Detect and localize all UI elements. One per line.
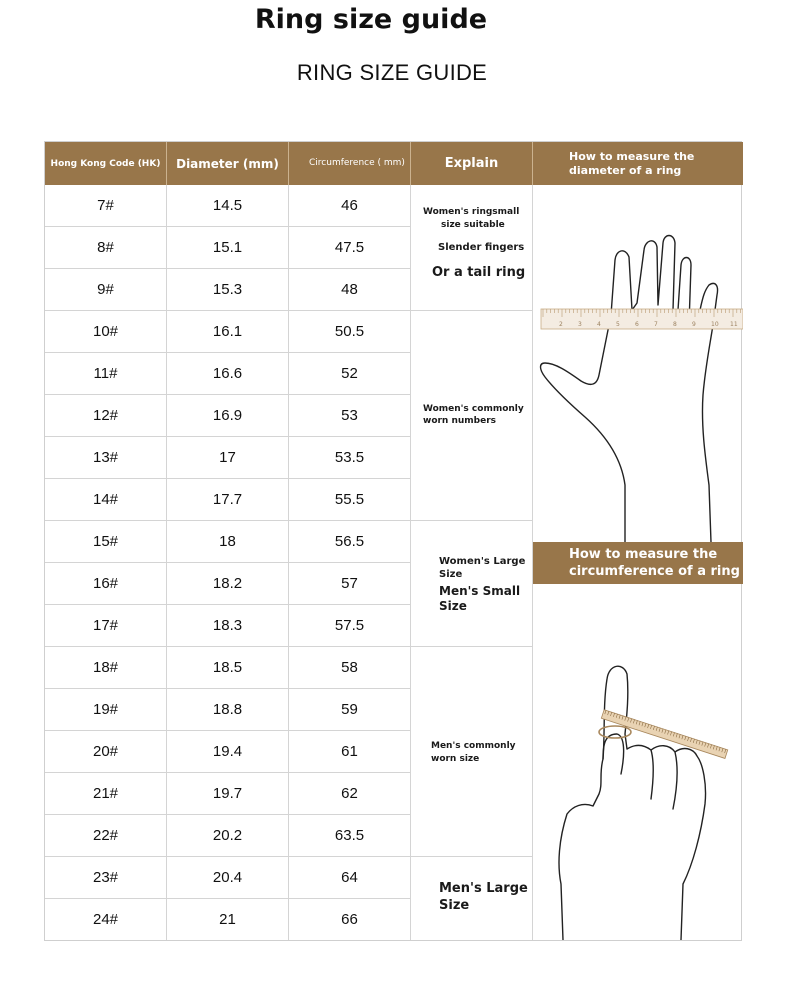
table-row bbox=[45, 227, 411, 269]
ruler-label: 8 bbox=[673, 321, 677, 328]
table-row bbox=[45, 395, 411, 437]
hk-code-cell: 17# bbox=[45, 605, 167, 646]
table-row bbox=[45, 731, 411, 773]
hk-code-cell: 9# bbox=[45, 269, 167, 310]
hand-diameter-illustration bbox=[533, 185, 743, 542]
diameter-cell: 17.7 bbox=[167, 479, 289, 520]
circumference-cell: 46 bbox=[289, 185, 411, 226]
explain-text: Women's ringsmall bbox=[423, 207, 520, 217]
ring-size-table bbox=[44, 141, 742, 941]
header-diameter: Diameter (mm) bbox=[167, 142, 289, 185]
hk-code-cell: 11# bbox=[45, 353, 167, 394]
circumference-cell: 50.5 bbox=[289, 311, 411, 352]
page-title: Ring size guide bbox=[254, 4, 488, 35]
banner-line: How to measure the bbox=[569, 547, 718, 562]
hk-code-cell: 7# bbox=[45, 185, 167, 226]
header-measure-circumference bbox=[533, 542, 743, 584]
diameter-cell: 18.8 bbox=[167, 689, 289, 730]
table-row bbox=[45, 773, 411, 815]
banner-line: circumference of a ring bbox=[569, 564, 740, 579]
explain-text: worn size bbox=[431, 754, 480, 764]
diameter-cell: 15.3 bbox=[167, 269, 289, 310]
circumference-cell: 53 bbox=[289, 395, 411, 436]
circumference-cell: 58 bbox=[289, 647, 411, 688]
explain-text: Men's Large bbox=[439, 881, 528, 896]
ruler-label: 6 bbox=[635, 321, 639, 328]
hk-code-cell: 15# bbox=[45, 521, 167, 562]
explain-group-men-common bbox=[411, 647, 533, 857]
table-row bbox=[45, 185, 411, 227]
hk-code-cell: 22# bbox=[45, 815, 167, 856]
hk-code-cell: 12# bbox=[45, 395, 167, 436]
table-row bbox=[45, 353, 411, 395]
ruler-label: 4 bbox=[597, 321, 601, 328]
diameter-cell: 20.2 bbox=[167, 815, 289, 856]
hk-code-cell: 18# bbox=[45, 647, 167, 688]
circumference-cell: 48 bbox=[289, 269, 411, 310]
table-row bbox=[45, 563, 411, 605]
explain-group-women-common bbox=[411, 311, 533, 521]
table-row bbox=[45, 689, 411, 731]
ruler-label: 3 bbox=[578, 321, 582, 328]
circumference-cell: 62 bbox=[289, 773, 411, 814]
explain-group-small bbox=[411, 185, 533, 311]
circumference-cell: 64 bbox=[289, 857, 411, 898]
diameter-cell: 20.4 bbox=[167, 857, 289, 898]
diameter-cell: 19.7 bbox=[167, 773, 289, 814]
explain-group-women-large bbox=[411, 521, 533, 647]
circumference-cell: 66 bbox=[289, 899, 411, 940]
circumference-cell: 57 bbox=[289, 563, 411, 604]
diameter-cell: 18.5 bbox=[167, 647, 289, 688]
table-row bbox=[45, 437, 411, 479]
header-circumference: Circumference ( mm) bbox=[289, 142, 411, 185]
explain-text: Slender fingers bbox=[438, 242, 525, 253]
table-row bbox=[45, 815, 411, 857]
circumference-cell: 52 bbox=[289, 353, 411, 394]
header-hk-code: Hong Kong Code (HK) bbox=[45, 142, 167, 185]
ruler-label: 10 bbox=[711, 321, 719, 328]
diameter-cell: 18 bbox=[167, 521, 289, 562]
hk-code-cell: 8# bbox=[45, 227, 167, 268]
explain-text: worn numbers bbox=[423, 416, 497, 426]
hk-code-cell: 13# bbox=[45, 437, 167, 478]
header-explain: Explain bbox=[411, 142, 533, 185]
explain-text: Women's Large bbox=[439, 556, 526, 567]
circumference-cell: 56.5 bbox=[289, 521, 411, 562]
hand-circumference-illustration bbox=[533, 584, 743, 940]
circumference-cell: 53.5 bbox=[289, 437, 411, 478]
diameter-cell: 21 bbox=[167, 899, 289, 940]
hk-code-cell: 14# bbox=[45, 479, 167, 520]
ruler-label: 2 bbox=[559, 321, 563, 328]
explain-group-men-large bbox=[411, 857, 533, 940]
table-row bbox=[45, 647, 411, 689]
diameter-cell: 18.2 bbox=[167, 563, 289, 604]
diameter-cell: 16.6 bbox=[167, 353, 289, 394]
table-row bbox=[45, 311, 411, 353]
diameter-cell: 14.5 bbox=[167, 185, 289, 226]
table-row bbox=[45, 269, 411, 311]
hk-code-cell: 19# bbox=[45, 689, 167, 730]
table-row bbox=[45, 479, 411, 521]
diameter-cell: 16.1 bbox=[167, 311, 289, 352]
header-measure-diameter: How to measure the diameter of a ring bbox=[533, 142, 743, 185]
hk-code-cell: 23# bbox=[45, 857, 167, 898]
table-row bbox=[45, 605, 411, 647]
hk-code-cell: 24# bbox=[45, 899, 167, 940]
explain-text: Size bbox=[439, 569, 463, 580]
circumference-cell: 59 bbox=[289, 689, 411, 730]
circumference-cell: 57.5 bbox=[289, 605, 411, 646]
table-row bbox=[45, 857, 411, 899]
table-row bbox=[45, 521, 411, 563]
explain-text: Size bbox=[439, 599, 467, 613]
circumference-cell: 63.5 bbox=[289, 815, 411, 856]
ruler-label: 5 bbox=[616, 321, 620, 328]
diameter-cell: 19.4 bbox=[167, 731, 289, 772]
hk-code-cell: 21# bbox=[45, 773, 167, 814]
circumference-cell: 55.5 bbox=[289, 479, 411, 520]
circumference-cell: 61 bbox=[289, 731, 411, 772]
ruler-label: 11 bbox=[730, 321, 738, 328]
explain-text: Size bbox=[439, 898, 470, 913]
table-row bbox=[45, 899, 411, 941]
hk-code-cell: 10# bbox=[45, 311, 167, 352]
diameter-cell: 16.9 bbox=[167, 395, 289, 436]
explain-text: Or a tail ring bbox=[432, 265, 526, 280]
ruler-label: 9 bbox=[692, 321, 696, 328]
diameter-cell: 15.1 bbox=[167, 227, 289, 268]
diameter-cell: 18.3 bbox=[167, 605, 289, 646]
hk-code-cell: 20# bbox=[45, 731, 167, 772]
explain-text: Women's commonly bbox=[423, 404, 524, 414]
explain-text: size suitable bbox=[441, 220, 505, 230]
circumference-cell: 47.5 bbox=[289, 227, 411, 268]
diameter-cell: 17 bbox=[167, 437, 289, 478]
ruler-label: 7 bbox=[654, 321, 658, 328]
explain-text: Men's commonly bbox=[431, 741, 516, 751]
page-subtitle: RING SIZE GUIDE bbox=[296, 60, 488, 85]
explain-text: Men's Small bbox=[439, 584, 521, 598]
hk-code-cell: 16# bbox=[45, 563, 167, 604]
